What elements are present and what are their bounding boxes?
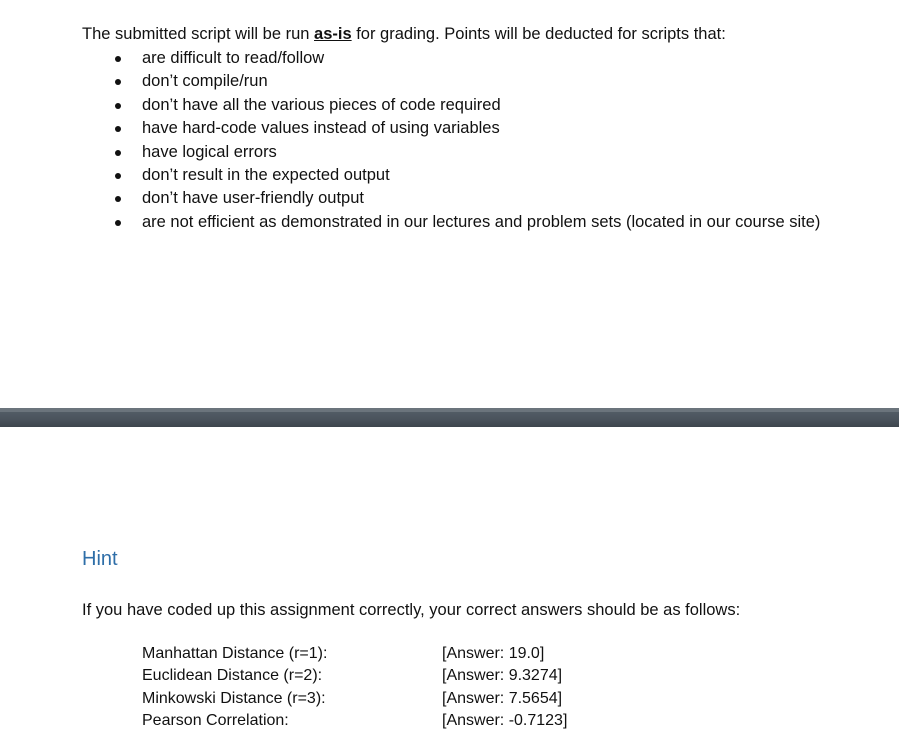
answer-value: [Answer: -0.7123] <box>442 711 568 729</box>
list-item-text: have logical errors <box>142 142 277 161</box>
bullet-icon <box>115 196 121 202</box>
answer-label: Manhattan Distance (r=1): <box>142 645 328 662</box>
page-divider-highlight <box>0 408 899 412</box>
answer-row <box>142 665 567 687</box>
intro-paragraph <box>82 23 726 46</box>
answer-label: Euclidean Distance (r=2): <box>142 667 323 685</box>
hint-text: If you have coded up this assignment correctly, your correct answers should be as follows: <box>82 601 741 619</box>
list-item <box>112 141 820 164</box>
answer-label: Minkowski Distance (r=3): <box>142 689 326 707</box>
answer-value: [Answer: 7.5654] <box>442 689 563 707</box>
list-item <box>112 117 820 140</box>
list-item-text: don’t have user-friendly output <box>142 189 364 208</box>
list-item-text: have hard-code values instead of using variables <box>142 119 500 138</box>
answers-list <box>142 643 567 732</box>
intro-text-after: for grading. Points will be deducted for scripts that: <box>351 25 726 43</box>
list-item-text: don’t result in the expected output <box>142 166 390 185</box>
answer-row <box>142 643 567 665</box>
answer-value: [Answer: 9.3274] <box>442 667 563 685</box>
bullet-icon <box>115 79 121 85</box>
answer-value: [Answer: 19.0] <box>442 645 545 662</box>
list-item-text: don’t have all the various pieces of code required <box>142 95 501 114</box>
list-item <box>112 94 820 117</box>
intro-emphasis: as-is <box>314 25 352 43</box>
list-item <box>112 164 820 187</box>
hint-heading: Hint <box>82 548 118 570</box>
list-item <box>112 47 820 70</box>
intro-text-before: The submitted script will be run <box>82 25 315 43</box>
criteria-list <box>112 47 820 234</box>
answer-label: Pearson Correlation: <box>142 711 289 729</box>
answer-row <box>142 688 567 710</box>
answer-row <box>142 710 567 732</box>
list-item <box>112 211 820 234</box>
bullet-icon <box>115 220 121 226</box>
bullet-icon <box>115 103 121 109</box>
list-item-text: are not efficient as demonstrated in our lectures and problem sets (located in our course site) <box>142 212 821 231</box>
bullet-icon <box>115 150 121 156</box>
list-item <box>112 70 820 93</box>
bullet-icon <box>115 56 121 62</box>
list-item-text: don’t compile/run <box>142 72 268 91</box>
bullet-icon <box>115 173 121 179</box>
list-item-text: are difficult to read/follow <box>142 49 325 67</box>
bullet-icon <box>115 126 121 132</box>
list-item <box>112 187 820 210</box>
